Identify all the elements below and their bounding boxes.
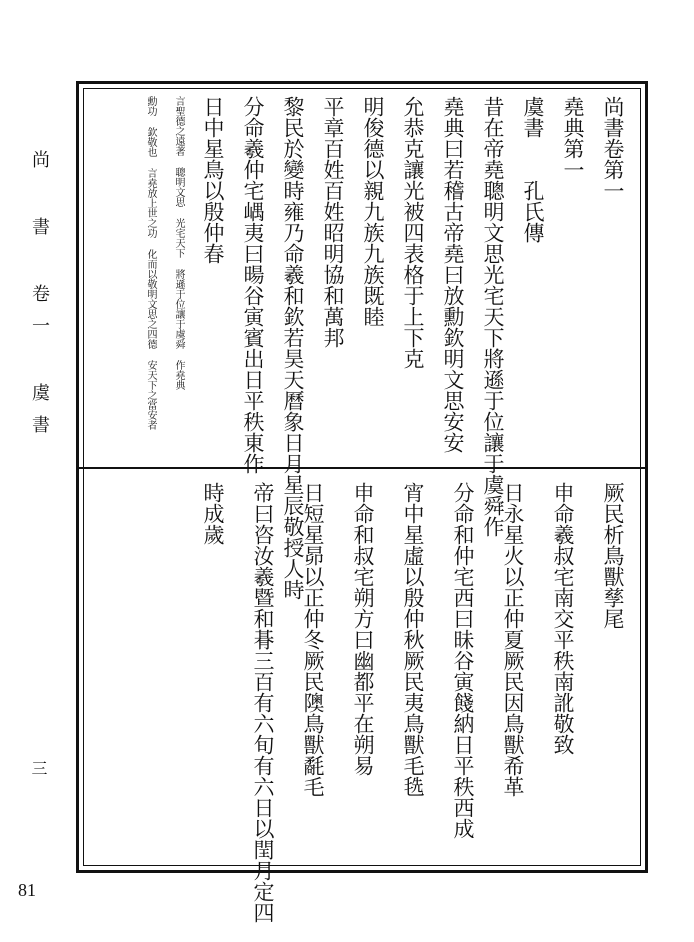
page-frame xyxy=(76,81,648,923)
text-column: 申命和叔宅朔方曰幽都平在朔易 xyxy=(351,482,375,776)
text-column: 申命羲叔宅南交平秩南訛敬致 xyxy=(551,482,575,755)
side-running-title: 尚 書 卷一 虞書 xyxy=(29,150,50,447)
text-column: 明俊德以親九族九族既睦 xyxy=(361,96,385,327)
section-divider xyxy=(79,467,645,469)
text-column: 尚書卷第一 xyxy=(601,96,625,201)
text-column: 分命和仲宅西曰昧谷寅餞納日平秩西成 xyxy=(451,482,475,839)
text-column: 黎民於變時雍乃命羲和欽若昊天曆象日月星辰敬授人時 xyxy=(281,96,305,600)
page-number-side: 三 xyxy=(29,760,48,776)
text-column: 分命羲仲宅嵎夷曰暘谷寅賓出日平秩東作 xyxy=(241,96,265,474)
text-column: 虞書 孔氏傳 xyxy=(521,96,545,243)
text-column: 昔在帝堯聰明文思光宅天下將遜于位讓于虞舜作 xyxy=(481,96,505,537)
text-column: 允恭克讓光被四表格于上下克 xyxy=(401,96,425,369)
text-column: 堯典曰若稽古帝堯曰放勳欽明文思安安 xyxy=(441,96,465,453)
commentary-column: 言聖德之遠著 聰明文思 光宅天下 將遜于位讓于虞舜 作堯典 xyxy=(173,96,184,390)
page-number: 81 xyxy=(18,880,36,900)
commentary-column: 勳功 欽敬也 言堯放上世之功 化而以敬明文思之四德 安天下之當安者 xyxy=(145,96,156,430)
text-column: 日短星昴以正仲冬厥民隩鳥獸氄毛 xyxy=(301,482,325,797)
text-column: 宵中星虛以殷仲秋厥民夷鳥獸毛毨 xyxy=(401,482,425,797)
text-column: 日中星鳥以殷仲春 xyxy=(201,96,225,264)
text-column: 平章百姓百姓昭明協和萬邦 xyxy=(321,96,345,348)
text-column: 帝曰咨汝羲暨和朞三百有六旬有六日以閏月定四 xyxy=(251,482,275,923)
text-column: 堯典第一 xyxy=(561,96,585,180)
text-column: 厥民析鳥獸孳尾 xyxy=(601,482,625,629)
text-column: 日永星火以正仲夏厥民因鳥獸希革 xyxy=(501,482,525,797)
text-column: 時成歲 xyxy=(201,482,225,545)
